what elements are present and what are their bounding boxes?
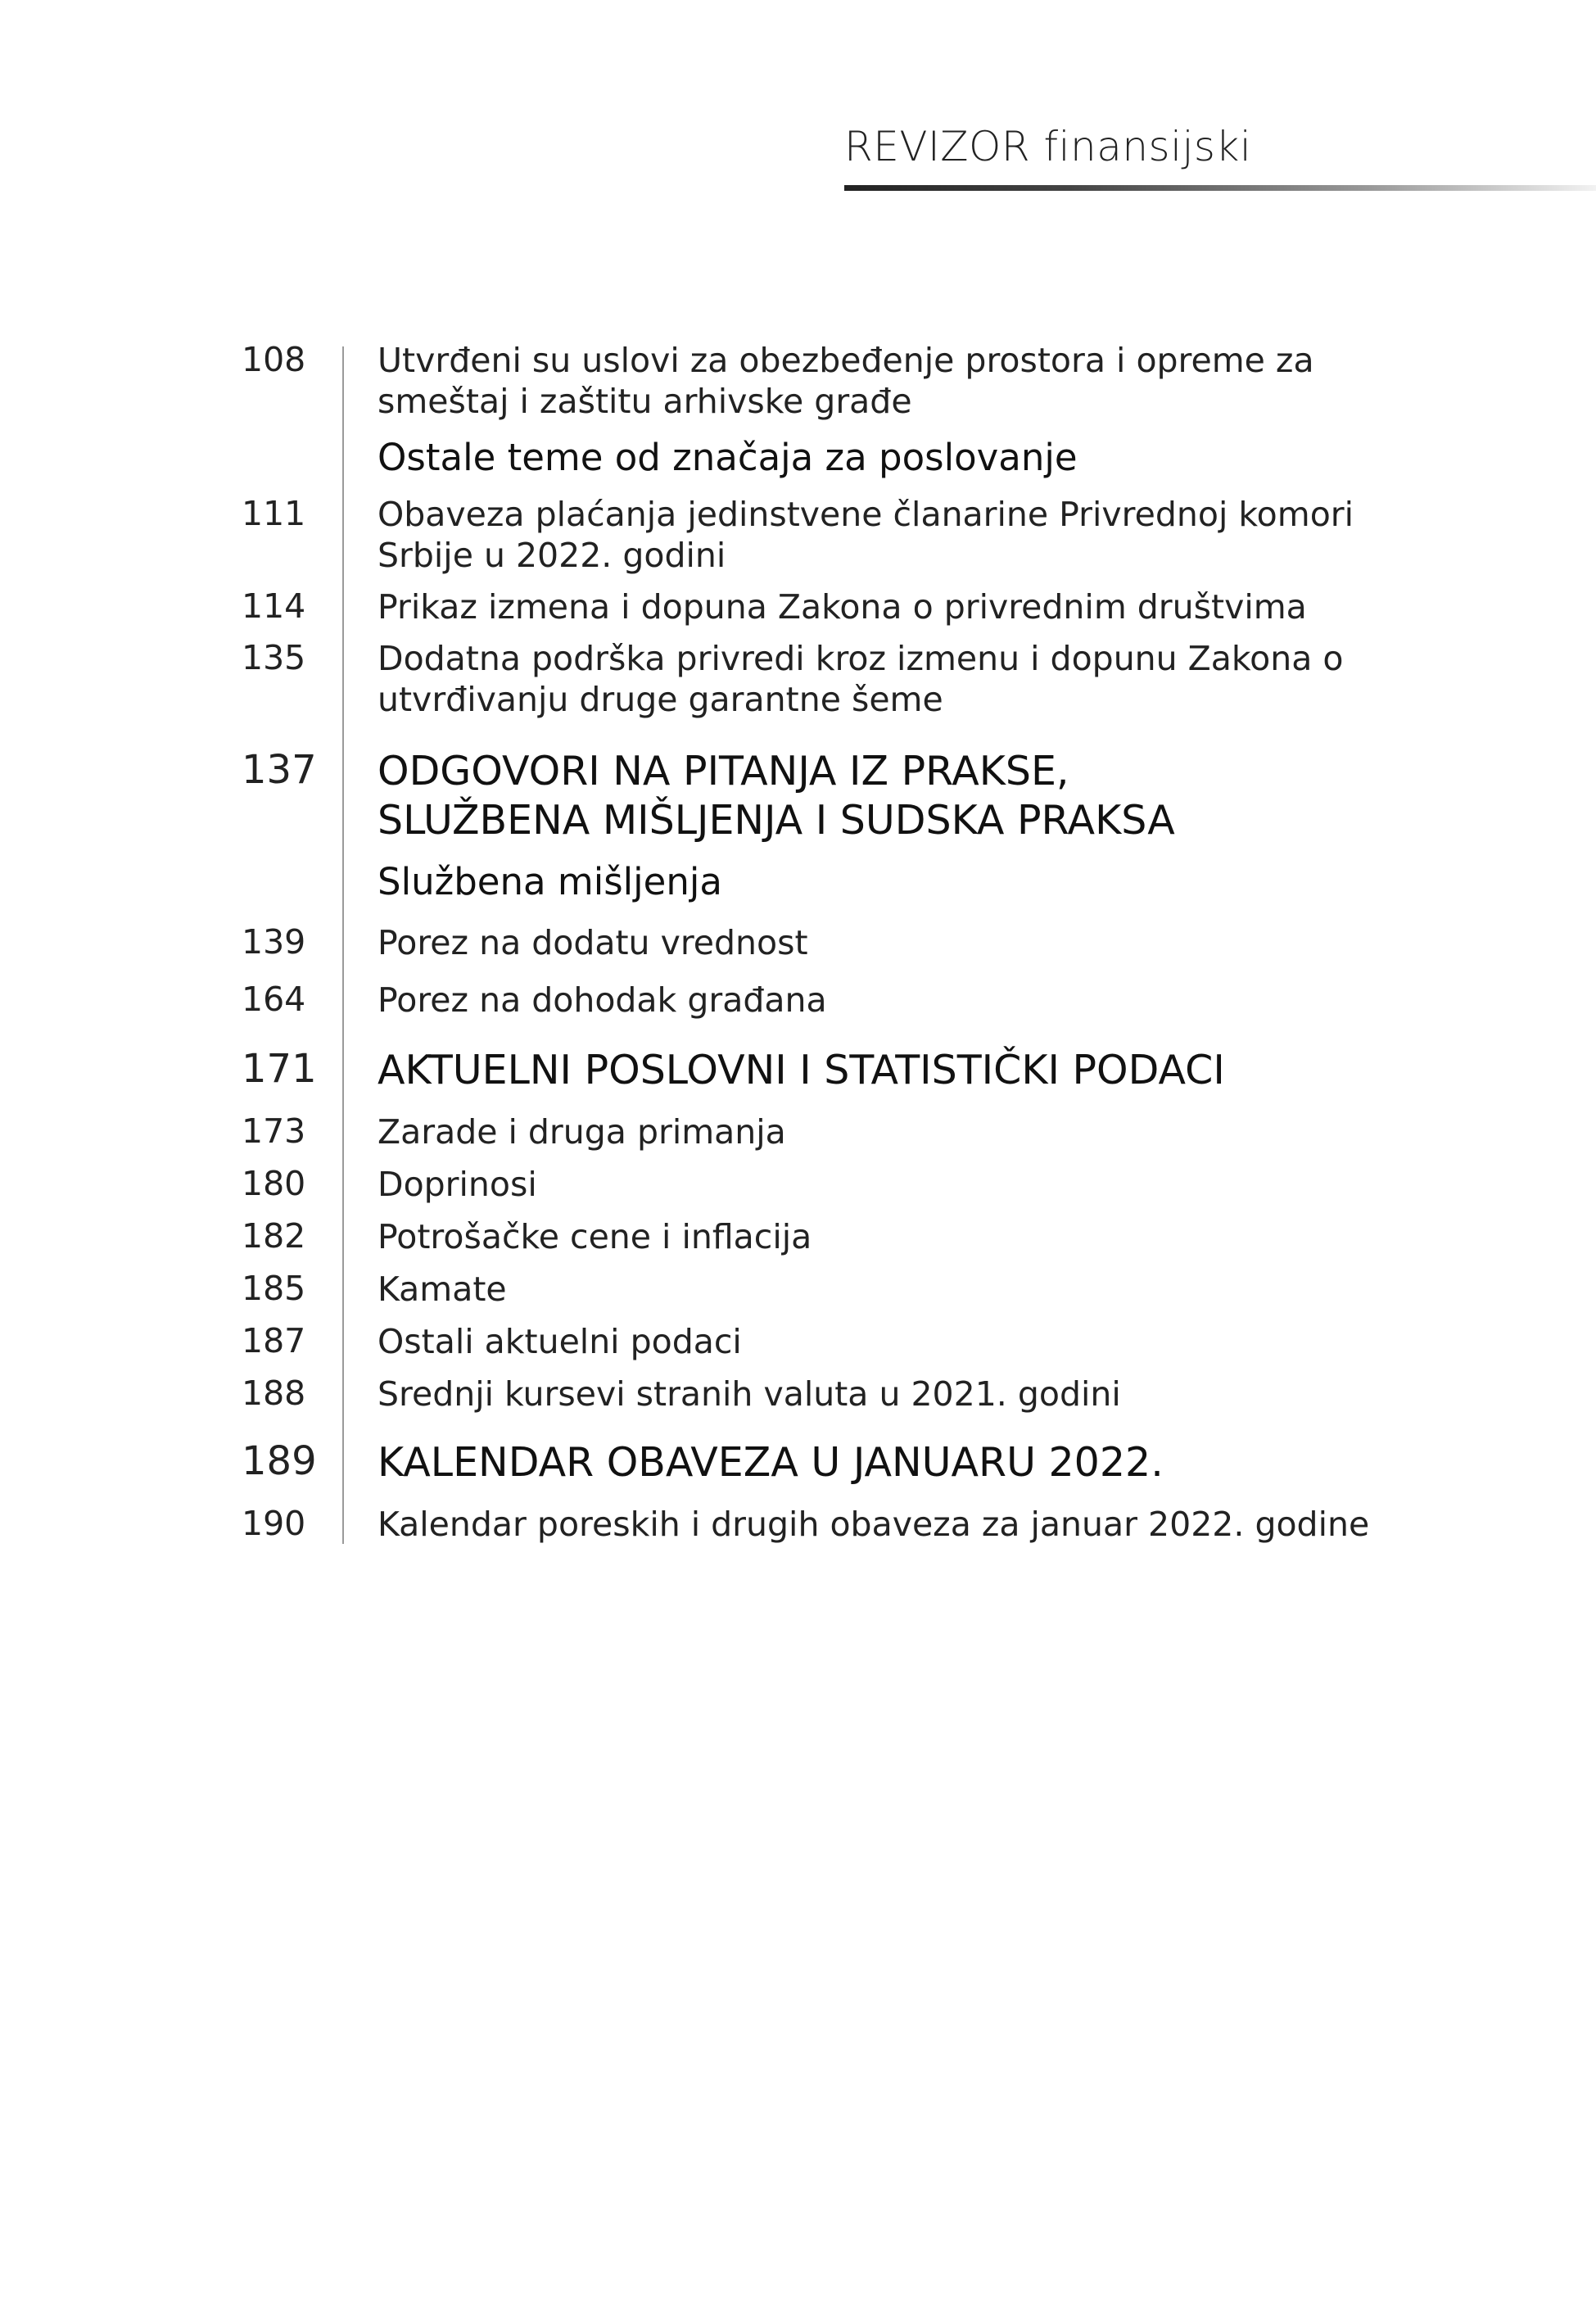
toc-page-number: 111 — [242, 494, 306, 533]
toc-entry-title: Dodatna podrška privredi kroz izmenu i dopunu Zakona o utvrđivanju druge garantne šeme — [378, 639, 1344, 719]
toc-entry-title: Srednji kursevi stranih valuta u 2021. godini — [378, 1374, 1121, 1414]
toc-page-number: 187 — [242, 1321, 306, 1360]
toc-entry-title: Porez na dohodak građana — [378, 980, 827, 1020]
toc-subsection-heading: Ostale teme od značaja za poslovanje — [378, 436, 1078, 479]
toc-page-number: 108 — [242, 340, 306, 379]
toc-section-title-line: KALENDAR OBAVEZA U JANUARU 2022. — [378, 1439, 1164, 1486]
toc-entry-title: Kalendar poreskih i drugih obaveza za januar 2022. godine — [378, 1505, 1370, 1544]
toc-page-number: 114 — [242, 586, 306, 626]
toc-entry-title: Potrošačke cene i inflacija — [378, 1217, 812, 1256]
toc-section-title — [378, 747, 1393, 845]
toc-page-number: 139 — [242, 922, 306, 962]
toc-page-number: 173 — [242, 1111, 306, 1151]
toc-page-number: 185 — [242, 1269, 306, 1308]
toc-entry-title: Utvrđeni su uslovi za obezbeđenje prostora i opreme za smeštaj i zaštitu arhivske građe — [378, 341, 1314, 421]
toc-section-title-line: AKTUELNI POSLOVNI I STATISTIČKI PODACI — [378, 1047, 1225, 1093]
toc-page-number: 171 — [242, 1046, 317, 1092]
toc-entry-title: Ostali aktuelni podaci — [378, 1322, 742, 1361]
toc-entry-title: Kamate — [378, 1270, 507, 1309]
toc-section-title-line: ODGOVORI NA PITANJA IZ PRAKSE, — [378, 748, 1069, 794]
toc-page-number: 164 — [242, 980, 306, 1019]
toc-subsection-heading: Službena mišljenja — [378, 860, 722, 903]
toc-entry-title: Zarade i druga primanja — [378, 1112, 786, 1152]
toc-page-number: 180 — [242, 1164, 306, 1203]
toc-page-number: 137 — [242, 747, 317, 793]
toc-entry-title: Doprinosi — [378, 1165, 537, 1204]
running-header-title: REVIZOR finansijski — [844, 123, 1252, 170]
toc-page-number: 190 — [242, 1504, 306, 1543]
toc-section-title — [378, 1046, 1393, 1095]
toc-divider-line — [342, 346, 344, 1544]
toc-section-title — [378, 1438, 1393, 1487]
toc-page-number: 135 — [242, 638, 306, 677]
toc-entry-title: Prikaz izmena i dopuna Zakona o privrednim društvima — [378, 587, 1307, 627]
toc-section-title-line: SLUŽBENA MIŠLJENJA I SUDSKA PRAKSA — [378, 797, 1175, 844]
toc-entry-title: Porez na dodatu vrednost — [378, 923, 808, 962]
toc-page-number: 189 — [242, 1438, 317, 1484]
toc-page-number: 188 — [242, 1374, 306, 1413]
toc-page-number: 182 — [242, 1216, 306, 1256]
toc-entry-title: Obaveza plaćanja jedinstvene članarine Privrednoj komori Srbije u 2022. godini — [378, 495, 1354, 575]
